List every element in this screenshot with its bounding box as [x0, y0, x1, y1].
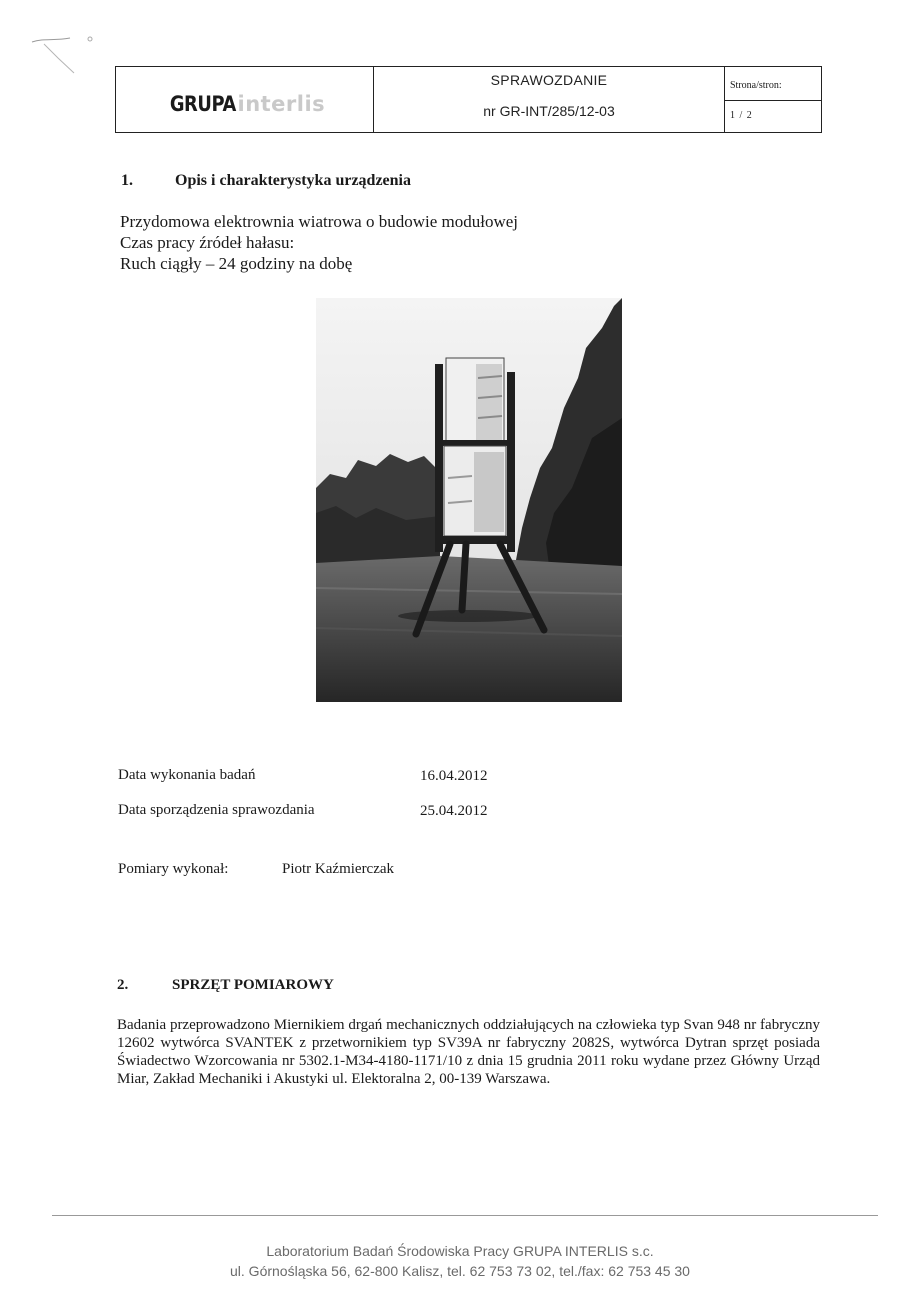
- section2-title: SPRZĘT POMIAROWY: [172, 977, 334, 993]
- report-header: [115, 66, 822, 133]
- description-line: Przydomowa elektrownia wiatrowa o budowie modułowej: [120, 212, 518, 231]
- section1-number: 1.: [121, 172, 133, 189]
- scan-artifact-mark: [30, 28, 100, 83]
- description-line: Ruch ciągły – 24 godziny na dobę: [120, 254, 353, 273]
- description-line: Czas pracy źródeł hałasu:: [120, 233, 295, 252]
- footer-lab-name: Laboratorium Badań Środowiska Pracy GRUPA INTERLIS s.c.: [266, 1243, 654, 1259]
- measured-by-label: Pomiary wykonał:: [118, 861, 229, 877]
- test-date-label: Data wykonania badań: [118, 767, 256, 783]
- page-info-cell: [725, 67, 821, 132]
- footer-address: ul. Górnośląska 56, 62-800 Kalisz, tel. 62 753 73 02, tel./fax: 62 753 45 30: [230, 1263, 690, 1279]
- footer-divider: [52, 1215, 878, 1216]
- measured-by-value: Piotr Kaźmierczak: [282, 861, 395, 877]
- report-date-label: Data sporządzenia sprawozdania: [118, 802, 315, 818]
- device-description: [120, 211, 518, 274]
- report-date-value: 25.04.2012: [420, 803, 488, 819]
- report-title-cell: [374, 67, 725, 132]
- equipment-description: Badania przeprowadzono Miernikiem drgań mechanicznych oddziałujących na człowieka typ Svan 948 nr fabryczny 12602 wytwórca SVANTEK z przetwornikiem typ SV39A nr fabryczny 2082S, wytwórca Dytran sprzęt posiada Świadectwo Wzorcowania nr 5302.1-M34-4180-1171/10 z dnia 15 grudnia 2011 roku wydane przez Główny Urząd Miar, Zakład Mechaniki i Akustyki ul. Elektoralna 2, 00-139 Warszawa.: [117, 1017, 820, 1087]
- wind-turbine-photo: [316, 298, 622, 702]
- section2-number: 2.: [117, 977, 129, 993]
- report-title: SPRAWOZDANIE: [490, 72, 608, 88]
- page-value: 1 / 2: [730, 110, 753, 121]
- company-logo: [116, 67, 374, 132]
- report-number: nr GR-INT/285/12-03: [483, 103, 615, 119]
- section1-title: Opis i charakterystyka urządzenia: [175, 172, 411, 189]
- logo-word-grupa: GRUPA: [169, 91, 236, 116]
- page-label: Strona/stron:: [725, 67, 821, 101]
- logo-word-interlis: interlis: [237, 91, 326, 116]
- test-date-value: 16.04.2012: [420, 768, 488, 784]
